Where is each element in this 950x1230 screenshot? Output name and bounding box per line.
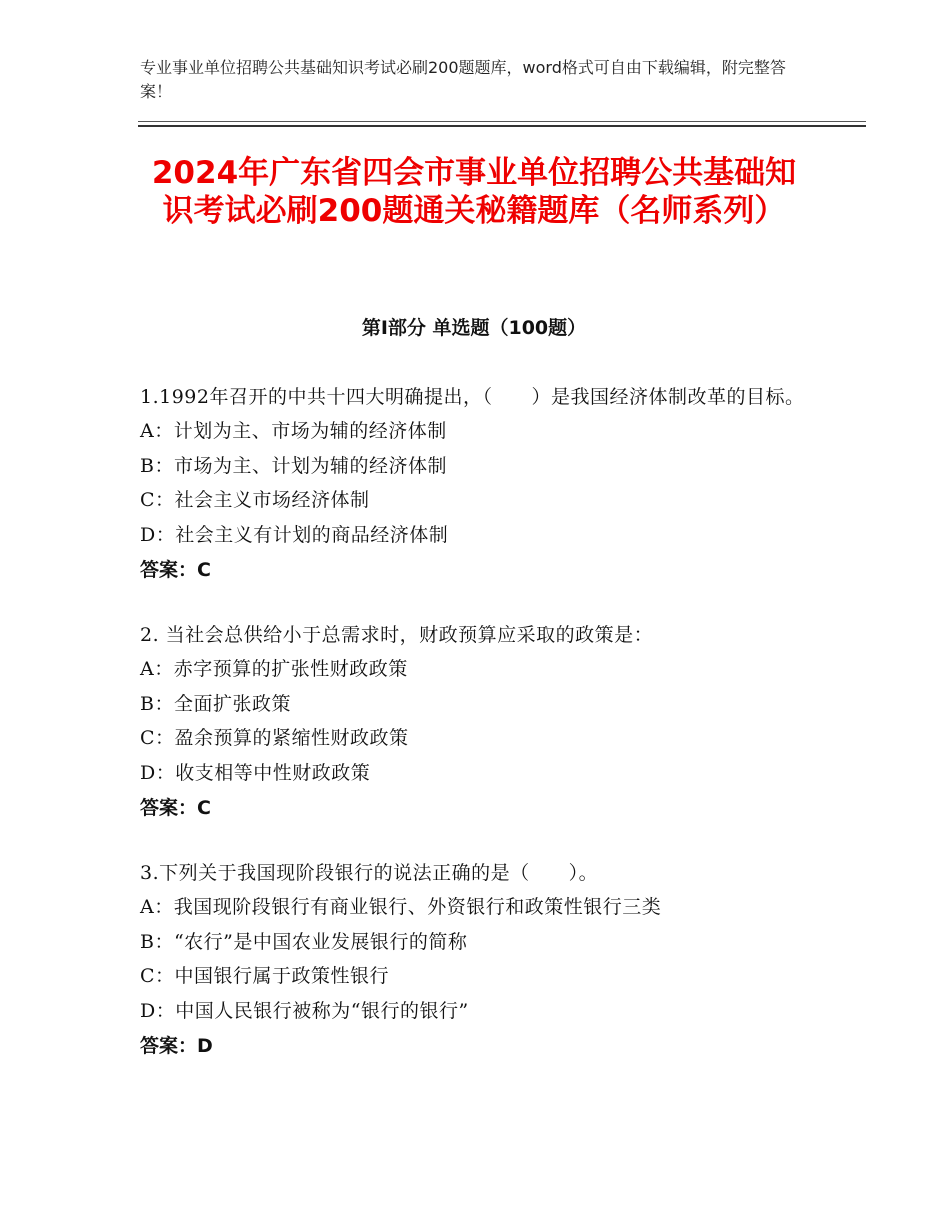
option-c: C：盈余预算的紧缩性财政政策 (140, 727, 409, 749)
answer: 答案：C (140, 559, 211, 581)
answer: 答案：C (140, 797, 211, 819)
question-stem: 3.下列关于我国现阶段银行的说法正确的是（ ）。 (140, 862, 599, 884)
question-1 (140, 380, 820, 588)
answer: 答案：D (140, 1035, 213, 1057)
option-d: D：社会主义有计划的商品经济体制 (140, 523, 449, 546)
header-divider-thick (138, 125, 866, 127)
header-note: 专业事业单位招聘公共基础知识考试必刷200题题库，word格式可自由下载编辑，附完整答案！ (140, 58, 786, 101)
question-stem: 2. 当社会总供给小于总需求时，财政预算应采取的政策是： (140, 624, 654, 646)
option-b: B：全面扩张政策 (140, 692, 291, 715)
question-stem: 1.1992年召开的中共十四大明确提出，（ ）是我国经济体制改革的目标。 (140, 386, 805, 408)
option-a: A：计划为主、市场为辅的经济体制 (140, 420, 447, 442)
option-b: B：“农行”是中国农业发展银行的简称 (140, 930, 468, 953)
option-d: D：中国人民银行被称为“银行的银行” (140, 999, 469, 1022)
option-c: C：中国银行属于政策性银行 (140, 965, 390, 987)
question-list (140, 380, 820, 1094)
option-c: C：社会主义市场经济体制 (140, 489, 370, 511)
question-3 (140, 856, 820, 1064)
header-divider-thin (138, 121, 866, 122)
option-b: B：市场为主、计划为辅的经济体制 (140, 454, 447, 477)
option-a: A：赤字预算的扩张性财政政策 (140, 658, 408, 680)
option-d: D：收支相等中性财政政策 (140, 761, 371, 784)
question-2 (140, 618, 820, 826)
document-title: 2024年广东省四会市事业单位招聘公共基础知识考试必刷200题通关秘籍题库（名师系列） (151, 155, 797, 229)
section-title: 第Ⅰ部分 单选题（100题） (361, 317, 587, 339)
option-a: A：我国现阶段银行有商业银行、外资银行和政策性银行三类 (140, 896, 662, 918)
